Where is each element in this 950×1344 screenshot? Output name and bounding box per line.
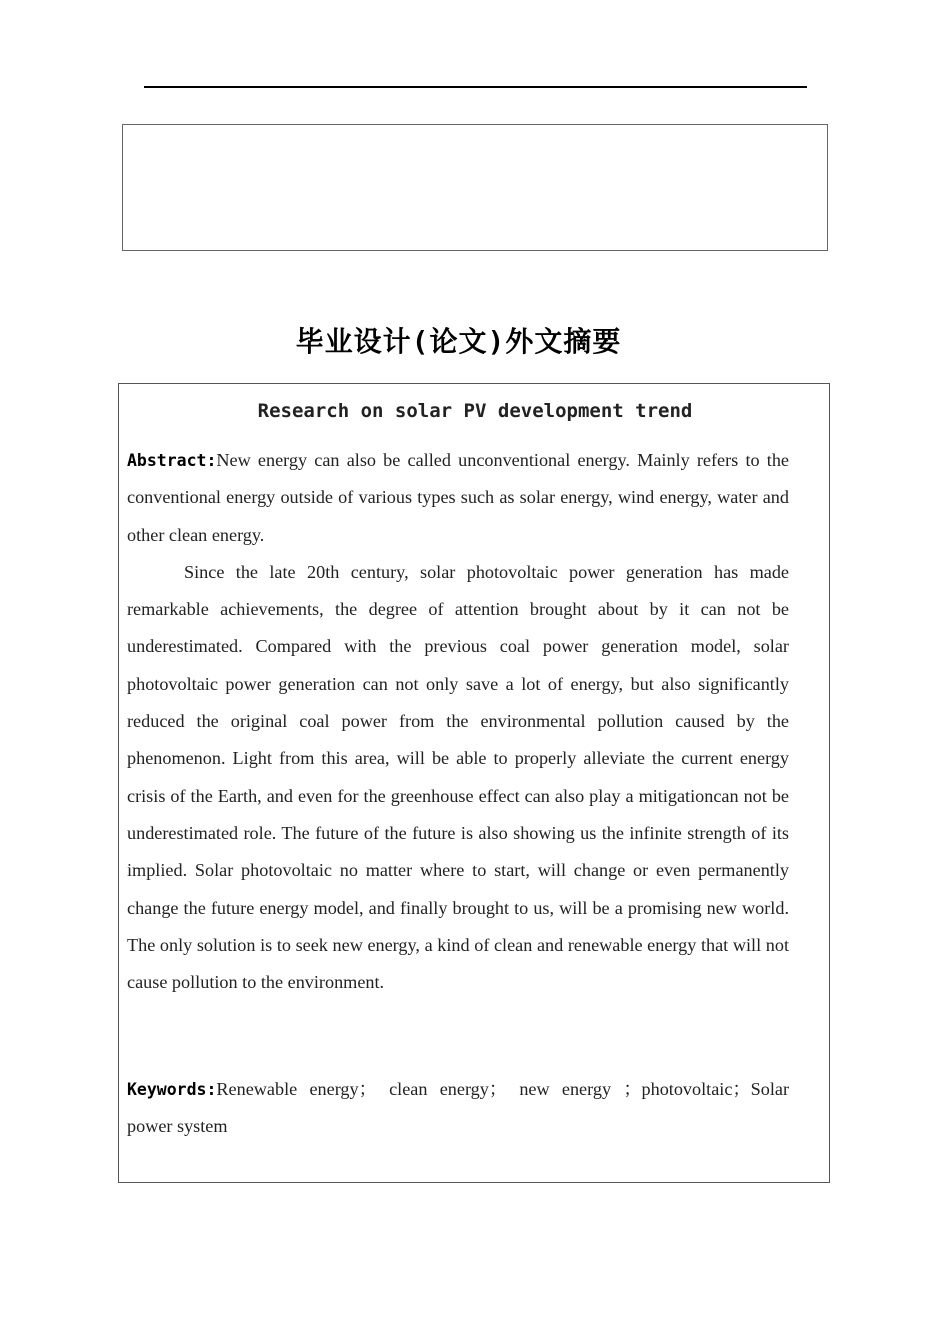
page-title: 毕业设计(论文)外文摘要 <box>295 325 622 358</box>
keywords-section <box>127 1071 789 1146</box>
abstract-paragraph-2: Since the late 20th century, solar photovoltaic power generation has made remarkable achievements, the degree of attention brought about by it can not be underestimated. Compared with the previous coal power generation model, solar photovoltaic power generation can not only save a lot of energy, but also significantly reduced the original coal power from the environmental pollution caused by the phenomenon. Light from this area, will be able to properly alleviate the current energy crisis of the Earth, and even for the greenhouse effect can also play a mitigationcan not be underestimated role. The future of the future is also showing us the infinite strength of its implied. Solar photovoltaic no matter where to start, will change or even permanently change the future energy model, and finally brought to us, will be a promising new world. The only solution is to seek new energy, a kind of clean and renewable energy that will not cause pollution to the environment. <box>127 561 789 993</box>
abstract-label: Abstract: <box>127 451 217 470</box>
keywords-label: Keywords: <box>127 1080 217 1099</box>
header-rule <box>144 86 807 88</box>
keywords-paragraph <box>127 1071 789 1146</box>
paper-title: Research on solar PV development trend <box>257 400 693 422</box>
abstract-paragraph-1 <box>127 442 789 554</box>
abstract-first-paragraph: New energy can also be called unconventional energy. Mainly refers to the conventional energy outside of various types such as solar energy, wind energy, water and other clean energy. <box>127 450 789 545</box>
keywords-text: Renewable energy； clean energy； new energy ；photovoltaic；Solar power system <box>127 1079 789 1137</box>
blank-info-box <box>122 124 828 251</box>
abstract-box <box>118 383 830 1183</box>
abstract-content <box>127 442 789 1001</box>
